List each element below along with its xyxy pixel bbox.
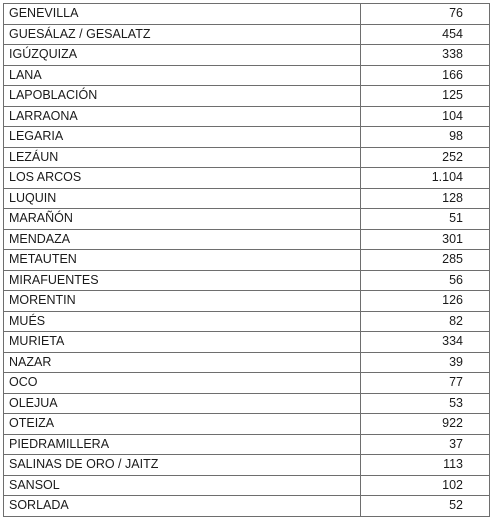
table-row [4, 475, 490, 496]
municipality-value-cell: 301 [361, 229, 490, 250]
municipality-value-cell: 39 [361, 352, 490, 373]
municipality-name-cell: MORENTIN [4, 291, 361, 312]
municipality-value-cell: 104 [361, 106, 490, 127]
table-row [4, 86, 490, 107]
municipality-name-cell: METAUTEN [4, 250, 361, 271]
municipality-value-cell: 77 [361, 373, 490, 394]
municipality-name-cell: GUESÁLAZ / GESALATZ [4, 24, 361, 45]
municipality-name-cell: LOS ARCOS [4, 168, 361, 189]
table-row [4, 352, 490, 373]
municipality-table [3, 3, 490, 517]
municipality-name-cell: MARAÑÓN [4, 209, 361, 230]
municipality-name-cell: SORLADA [4, 496, 361, 517]
municipality-value-cell: 338 [361, 45, 490, 66]
municipality-value-cell: 76 [361, 4, 490, 25]
municipality-name-cell: MIRAFUENTES [4, 270, 361, 291]
municipality-value-cell: 53 [361, 393, 490, 414]
municipality-name-cell: IGÚZQUIZA [4, 45, 361, 66]
municipality-name-cell: LANA [4, 65, 361, 86]
table-row [4, 311, 490, 332]
municipality-name-cell: LARRAONA [4, 106, 361, 127]
municipality-value-cell: 922 [361, 414, 490, 435]
table-row [4, 45, 490, 66]
municipality-name-cell: LEZÁUN [4, 147, 361, 168]
table-row [4, 4, 490, 25]
municipality-name-cell: OCO [4, 373, 361, 394]
municipality-name-cell: LEGARIA [4, 127, 361, 148]
table-body [4, 4, 490, 517]
municipality-name-cell: OTEIZA [4, 414, 361, 435]
table-row [4, 291, 490, 312]
table-row [4, 270, 490, 291]
table-row [4, 168, 490, 189]
table-row [4, 65, 490, 86]
municipality-name-cell: MENDAZA [4, 229, 361, 250]
municipality-name-cell: SALINAS DE ORO / JAITZ [4, 455, 361, 476]
municipality-name-cell: LAPOBLACIÓN [4, 86, 361, 107]
municipality-value-cell: 252 [361, 147, 490, 168]
municipality-name-cell: PIEDRAMILLERA [4, 434, 361, 455]
table-row [4, 229, 490, 250]
table-row [4, 393, 490, 414]
municipality-value-cell: 126 [361, 291, 490, 312]
municipality-name-cell: GENEVILLA [4, 4, 361, 25]
municipality-value-cell: 52 [361, 496, 490, 517]
table-row [4, 106, 490, 127]
table-row [4, 209, 490, 230]
municipality-value-cell: 454 [361, 24, 490, 45]
municipality-value-cell: 1.104 [361, 168, 490, 189]
municipality-value-cell: 56 [361, 270, 490, 291]
municipality-value-cell: 128 [361, 188, 490, 209]
municipality-name-cell: MURIETA [4, 332, 361, 353]
municipality-value-cell: 285 [361, 250, 490, 271]
municipality-value-cell: 37 [361, 434, 490, 455]
municipality-value-cell: 51 [361, 209, 490, 230]
table-row [4, 414, 490, 435]
table-row [4, 127, 490, 148]
municipality-value-cell: 113 [361, 455, 490, 476]
municipality-value-cell: 98 [361, 127, 490, 148]
table-row [4, 496, 490, 517]
table-row [4, 188, 490, 209]
municipality-name-cell: LUQUIN [4, 188, 361, 209]
table-row [4, 147, 490, 168]
municipality-name-cell: SANSOL [4, 475, 361, 496]
municipality-value-cell: 102 [361, 475, 490, 496]
municipality-value-cell: 82 [361, 311, 490, 332]
municipality-value-cell: 166 [361, 65, 490, 86]
table-row [4, 455, 490, 476]
municipality-name-cell: NAZAR [4, 352, 361, 373]
table-row [4, 24, 490, 45]
table-row [4, 373, 490, 394]
table-row [4, 434, 490, 455]
table-row [4, 250, 490, 271]
municipality-name-cell: MUÉS [4, 311, 361, 332]
municipality-value-cell: 334 [361, 332, 490, 353]
municipality-value-cell: 125 [361, 86, 490, 107]
table-row [4, 332, 490, 353]
municipality-name-cell: OLEJUA [4, 393, 361, 414]
